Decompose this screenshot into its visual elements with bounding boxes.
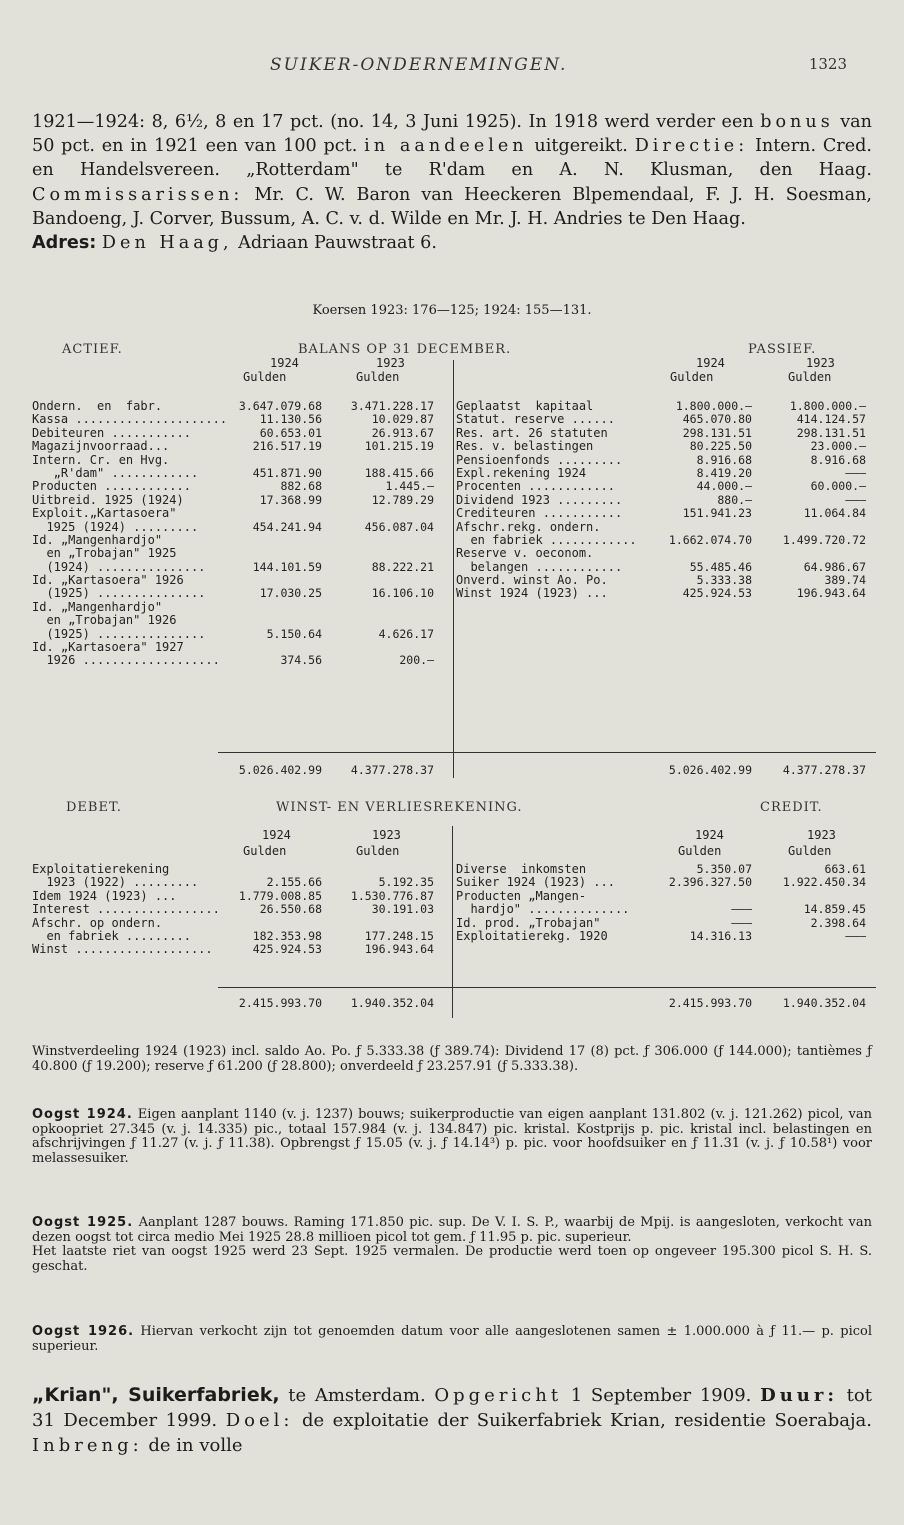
passief-row-1924: 8.419.20 [696, 465, 752, 480]
passief-row-1923: 414.124.57 [796, 412, 866, 427]
winst-total-1924-right: 2.415.993.70 [668, 996, 752, 1010]
actief-row-label: „R'dam" ............ [32, 465, 199, 480]
passief-row-1924 [646, 521, 752, 534]
debet-row-1924 [215, 917, 322, 930]
debet-row-1923 [327, 863, 434, 876]
actief-row-label: (1925) ............... [32, 586, 206, 601]
balans-year-1923-right: 1923 [806, 356, 835, 370]
actief-row-1924: 60.653.01 [259, 425, 322, 440]
actief-row-1923: 188.415.66 [364, 465, 434, 480]
passief-row-1924: 880.— [717, 492, 752, 507]
actief-labels [32, 400, 227, 668]
actief-row-1924: 144.101.59 [252, 559, 322, 574]
actief-row-1923: 200.— [399, 653, 434, 668]
passief-row-1923: 298.131.51 [796, 425, 866, 440]
passief-row-1924: 1.662.074.70 [668, 532, 752, 547]
passief-row-1923: 23.000.— [810, 439, 866, 454]
actief-row-1924 [215, 601, 322, 614]
passief-row-1923: 11.064.84 [803, 506, 866, 521]
actief-row-label: Intern. Cr. en Hvg. [32, 452, 170, 467]
credit-row-label: Suiker 1924 (1923) ... [456, 875, 615, 890]
credit-row-1924: ——— [731, 915, 752, 930]
krian-text-1: te Amsterdam. [279, 1385, 426, 1406]
balans-total-rule [218, 752, 876, 753]
debet-row-1924: 425.924.53 [252, 942, 322, 957]
credit-heading: CREDIT. [760, 800, 823, 815]
actief-row-1924 [215, 574, 322, 587]
balans-total-1924-right: 5.026.402.99 [668, 763, 752, 777]
passief-row-label: Geplaatst kapitaal [456, 399, 594, 413]
debet-labels [32, 863, 220, 957]
actief-row-1924: 17.368.99 [259, 492, 322, 507]
actief-row-1923: 26.913.67 [371, 425, 434, 440]
credit-1923-column [758, 863, 866, 943]
passief-row-label: Res. v. belastingen [456, 439, 594, 454]
page-number: 1323 [808, 55, 847, 73]
balans-title: BALANS OP 31 DECEMBER. [298, 342, 512, 357]
in-aandeelen-label: in aandeelen [364, 136, 528, 157]
actief-row-label: Magazijnvoorraad... [32, 439, 170, 454]
actief-row-1924: 5.150.64 [266, 626, 322, 641]
actief-row-1924: 11.130.56 [259, 412, 322, 427]
balans-unit-1924-right: Gulden [670, 370, 714, 384]
passief-row-1924: 465.070.80 [682, 412, 752, 427]
oogst-1925-text-2: Het laatste riet van oogst 1925 werd 23 Sept. 1925 vermalen. De productie werd toen op ongeveer 195.300 picol S. H. S. geschat. [32, 1244, 872, 1274]
debet-1924-column [215, 863, 322, 957]
actief-row-1923: 4.626.17 [378, 626, 434, 641]
debet-row-label: Interest ................. [32, 902, 220, 917]
actief-row-1923: 16.106.10 [371, 586, 434, 601]
passief-row-1923: ——— [845, 492, 866, 507]
passief-row-1923: 1.499.720.72 [782, 532, 866, 547]
opgericht-label: Opgericht [434, 1385, 563, 1406]
actief-row-1924 [215, 454, 322, 467]
bonus-label: bonus [760, 112, 834, 132]
passief-row-1923: 64.986.67 [803, 559, 866, 574]
intro-paragraph [32, 110, 872, 255]
actief-row-label: Id. „Kartasoera" 1926 [32, 573, 184, 588]
actief-row-1923: 456.087.04 [364, 519, 434, 534]
actief-row-1923: 12.789.29 [371, 492, 434, 507]
passief-labels [456, 400, 637, 601]
debet-row-1923: 177.248.15 [364, 928, 434, 943]
credit-row-1923 [758, 890, 866, 903]
balans-unit-1923-left: Gulden [356, 370, 400, 384]
actief-row-1923: 10.029.87 [371, 412, 434, 427]
actief-1923-column [327, 400, 434, 668]
passief-row-label: Res. art. 26 statuten [456, 425, 608, 440]
winst-unit-1923-right: Gulden [788, 844, 832, 858]
actief-row-label: en „Trobajan" 1925 [32, 546, 177, 561]
actief-row-1924 [215, 614, 322, 627]
winstverdeeling-paragraph: Winstverdeeling 1924 (1923) incl. saldo Ao. Po. ƒ 5.333.38 (ƒ 389.74): Dividend 17 (8) pct. ƒ 306.000 (ƒ 144.000); tantièmes ƒ 40.800 (ƒ 19.200); reserve ƒ 61.200 (ƒ 28.800); onverdeeld ƒ 23.257.91 (ƒ 5.333.38). [32, 1044, 872, 1074]
passief-row-1923: 196.943.64 [796, 586, 866, 601]
passief-row-1923 [758, 521, 866, 534]
krian-text-3: tot 31 December 1999. [32, 1385, 872, 1431]
passief-row-label: Expl.rekening 1924 [456, 465, 587, 480]
krian-text-5: de in volle [142, 1435, 243, 1456]
passief-row-label: Dividend 1923 ......... [456, 492, 623, 507]
debet-row-1924: 2.155.66 [266, 875, 322, 890]
actief-row-1923: 88.222.21 [371, 559, 434, 574]
actief-row-label: Id. „Kartasoera" 1927 [32, 640, 184, 655]
actief-row-1924 [215, 534, 322, 547]
actief-row-label: 1926 ................... [32, 653, 220, 668]
debet-row-label: Afschr. op ondern. [32, 915, 163, 930]
passief-row-label: Procenten ............ [456, 479, 615, 494]
passief-row-label: Winst 1924 (1923) ... [456, 586, 608, 601]
actief-row-label: Id. „Mangenhardjo" [32, 532, 163, 547]
credit-row-1923: 1.922.450.34 [782, 875, 866, 890]
passief-1924-column [646, 400, 752, 601]
winst-total-1923-right: 1.940.352.04 [782, 996, 866, 1010]
actief-row-1923 [327, 641, 434, 654]
actief-row-1924: 454.241.94 [252, 519, 322, 534]
passief-row-1923: 8.916.68 [810, 452, 866, 467]
actief-row-label: (1924) ............... [32, 559, 206, 574]
passief-row-label: en fabriek ............ [456, 532, 637, 547]
intro-text-2: van 50 pct. en in 1921 een van 100 pct. [32, 112, 872, 157]
oogst-1924-paragraph [32, 1108, 872, 1166]
actief-row-label: Producten ............ [32, 479, 191, 494]
actief-row-1923 [327, 534, 434, 547]
debet-row-1923: 1.530.776.87 [350, 888, 434, 903]
passief-row-1923 [758, 547, 866, 560]
winst-divider [452, 826, 453, 1018]
winst-unit-1924-right: Gulden [678, 844, 722, 858]
actief-1924-column [215, 400, 322, 668]
winst-year-1923-right: 1923 [807, 828, 836, 842]
winst-year-1924-right: 1924 [695, 828, 724, 842]
actief-row-label: Debiteuren ........... [32, 425, 191, 440]
debet-heading: DEBET. [66, 800, 122, 815]
inbreng-label: Inbreng: [32, 1435, 143, 1456]
oogst-1926-paragraph [32, 1325, 872, 1354]
oogst-1924-text: Eigen aanplant 1140 (v. j. 1237) bouws; suikerproductie van eigen aanplant 131.802 (v. j. 121.262) picol, van opkoopriet 27.345 (v. j. 14.335) pic., totaal 157.984 (v. j. 134.847) pic. kristal. Kostprijs p. pic. kristal incl. belastingen en afschrijvingen ƒ 11.27 (v. j. ƒ 11.38). Opbrengst ƒ 15.05 (v. j. ƒ 14.14³) p. pic. voor hoofdsuiker en ƒ 11.31 (v. j. ƒ 10.58¹) voor melassesuiker. [32, 1107, 872, 1166]
krian-name: „Krian", Suikerfabriek, [32, 1384, 280, 1406]
passief-row-label: Onverd. winst Ao. Po. [456, 573, 608, 588]
debet-row-label: 1923 (1922) ......... [32, 875, 199, 890]
actief-row-1924: 374.56 [280, 653, 322, 668]
passief-row-1923: 60.000.— [810, 479, 866, 494]
credit-row-label: Id. prod. „Trobajan" [456, 915, 601, 930]
intro-text-3: uitgereikt. [527, 136, 628, 157]
passief-row-1924: 80.225.50 [689, 439, 752, 454]
passief-row-1924: 298.131.51 [682, 425, 752, 440]
winst-year-1923-left: 1923 [372, 828, 401, 842]
passief-row-label: Afschr.rekg. ondern. [456, 519, 601, 534]
balans-unit-1923-right: Gulden [788, 370, 832, 384]
actief-row-1923 [327, 454, 434, 467]
debet-row-1923 [327, 917, 434, 930]
intro-text-5: Mr. C. W. Baron van Heeckeren Blpemendaal, F. J. H. Soesman, Bandoeng, J. Corver, Bussum, A. C. v. d. Wilde en Mr. J. H. Andries te Den Haag. [32, 184, 872, 229]
header-title: SUIKER-ONDERNEMINGEN. [270, 55, 568, 75]
actief-row-1923: 101.215.19 [364, 439, 434, 454]
commissarissen-label: Commissarissen: [32, 184, 244, 205]
credit-row-1924: ——— [731, 902, 752, 917]
actief-row-1923 [327, 547, 434, 560]
actief-row-1923 [327, 574, 434, 587]
actief-row-1923: 3.471.228.17 [350, 399, 434, 413]
doel-label: Doel: [225, 1410, 294, 1431]
oogst-1925-label: Oogst 1925. [32, 1215, 134, 1230]
winst-title: WINST- EN VERLIESREKENING. [276, 800, 523, 815]
debet-row-1924: 1.779.008.85 [238, 888, 322, 903]
credit-row-1924: 14.316.13 [689, 928, 752, 943]
adres-city: Den Haag, [101, 233, 233, 254]
winst-total-rule [218, 987, 876, 988]
passief-row-1923: 389.74 [824, 573, 866, 588]
actief-heading: ACTIEF. [62, 342, 123, 357]
actief-row-label: en „Trobajan" 1926 [32, 613, 177, 628]
krian-text-2: 1 September 1909. [562, 1385, 752, 1406]
krian-text-4: de exploitatie der Suikerfabriek Krian, residentie Soerabaja. [293, 1410, 872, 1431]
credit-row-1923: 14.859.45 [803, 902, 866, 917]
credit-row-label: Exploitatierekg. 1920 [456, 928, 608, 943]
balans-year-1924-left: 1924 [270, 356, 299, 370]
credit-row-1923: ——— [845, 928, 866, 943]
winst-year-1924-left: 1924 [262, 828, 291, 842]
actief-row-label: Kassa ..................... [32, 412, 228, 427]
winst-unit-1923-left: Gulden [356, 844, 400, 858]
passief-row-1924: 425.924.53 [682, 586, 752, 601]
passief-row-1924: 151.941.23 [682, 506, 752, 521]
actief-row-label: Exploit.„Kartasoera" [32, 506, 177, 521]
credit-row-1924: 5.350.07 [696, 862, 752, 876]
oogst-1925-text: Aanplant 1287 bouws. Raming 171.850 pic. sup. De V. I. S. P., waarbij de Mpij. is aangesloten, verkocht van dezen oogst tot circa medio Mei 1925 28.8 millioen picol tot gem. ƒ 11.95 p. pic. superieur. [32, 1215, 872, 1245]
credit-row-1924 [646, 890, 752, 903]
balans-year-1924-right: 1924 [696, 356, 725, 370]
oogst-1924-label: Oogst 1924. [32, 1107, 133, 1122]
balans-year-1923-left: 1923 [376, 356, 405, 370]
credit-row-label: hardjo" .............. [456, 902, 630, 917]
debet-row-1924: 182.353.98 [252, 928, 322, 943]
koersen-line: Koersen 1923: 176—125; 1924: 155—131. [312, 303, 592, 318]
oogst-1926-label: Oogst 1926. [32, 1324, 135, 1339]
passief-row-1924 [646, 547, 752, 560]
actief-row-label: (1925) ............... [32, 626, 206, 641]
passief-1923-column [758, 400, 866, 601]
passief-row-label: Statut. reserve ...... [456, 412, 615, 427]
passief-row-1924: 55.485.46 [689, 559, 752, 574]
actief-row-label: Uitbreid. 1925 (1924) [32, 492, 184, 507]
credit-row-label: Producten „Mangen- [456, 888, 587, 903]
credit-row-label: Diverse inkomsten [456, 862, 587, 876]
passief-row-label: Crediteuren ........... [456, 506, 623, 521]
passief-row-label: Pensioenfonds ......... [456, 452, 623, 467]
directie-label: Directie: [634, 136, 749, 157]
balans-unit-1924-left: Gulden [243, 370, 287, 384]
credit-labels [456, 863, 629, 943]
passief-row-1923: ——— [845, 465, 866, 480]
intro-text-4: Intern. Cred. en Handelsvereen. „Rotterdam" te R'dam en A. N. Klusman, den Haag. [32, 136, 872, 181]
duur-label: Duur: [760, 1385, 838, 1406]
balans-total-1924-left: 5.026.402.99 [238, 763, 322, 777]
debet-row-label: Winst ................... [32, 942, 213, 957]
balans-total-1923-left: 4.377.278.37 [350, 763, 434, 777]
debet-row-1924: 26.550.68 [259, 902, 322, 917]
actief-row-1923 [327, 601, 434, 614]
actief-row-1923 [327, 507, 434, 520]
credit-row-1924: 2.396.327.50 [668, 875, 752, 890]
actief-row-label: 1925 (1924) ......... [32, 519, 199, 534]
passief-row-1923: 1.800.000.— [789, 399, 866, 413]
actief-row-1924 [215, 641, 322, 654]
passief-row-label: belangen ............ [456, 559, 623, 574]
debet-row-1923: 30.191.03 [371, 902, 434, 917]
intro-text-1: 1921—1924: 8, 6½, 8 en 17 pct. (no. 14, 3 Juni 1925). In 1918 werd verder een [32, 112, 754, 132]
debet-row-1923: 5.192.35 [378, 875, 434, 890]
credit-row-1923: 663.61 [824, 862, 866, 876]
passief-row-1924: 5.333.38 [696, 573, 752, 588]
winst-unit-1924-left: Gulden [243, 844, 287, 858]
winst-total-1924-left: 2.415.993.70 [238, 996, 322, 1010]
debet-row-1924 [215, 863, 322, 876]
debet-row-1923: 196.943.64 [364, 942, 434, 957]
actief-row-label: Ondern. en fabr. [32, 399, 163, 413]
actief-row-1924: 17.030.25 [259, 586, 322, 601]
credit-row-1923: 2.398.64 [810, 915, 866, 930]
actief-row-1924 [215, 547, 322, 560]
adres-label: Adres: [32, 233, 97, 254]
passief-heading: PASSIEF. [748, 342, 817, 357]
debet-1923-column [327, 863, 434, 957]
balans-divider [453, 360, 454, 778]
actief-row-1923: 1.445.— [385, 479, 434, 494]
actief-row-1924 [215, 507, 322, 520]
credit-1924-column [646, 863, 752, 943]
krian-paragraph [32, 1383, 872, 1458]
actief-row-label: Id. „Mangenhardjo" [32, 599, 163, 614]
passief-row-1924: 44.000.— [696, 479, 752, 494]
adres-street: Adriaan Pauwstraat 6. [232, 233, 437, 254]
oogst-1925-paragraph [32, 1216, 872, 1274]
oogst-1926-text: Hiervan verkocht zijn tot genoemden datum voor alle aangeslotenen samen ± 1.000.000 à ƒ 11.— p. picol superieur. [32, 1324, 872, 1354]
actief-row-1924: 3.647.079.68 [238, 399, 322, 413]
actief-row-1924: 451.871.90 [252, 465, 322, 480]
debet-row-label: Idem 1924 (1923) ... [32, 888, 177, 903]
balans-total-1923-right: 4.377.278.37 [782, 763, 866, 777]
actief-row-1923 [327, 614, 434, 627]
passief-row-label: Reserve v. oeconom. [456, 546, 594, 561]
debet-row-label: en fabriek ......... [32, 928, 191, 943]
winst-total-1923-left: 1.940.352.04 [350, 996, 434, 1010]
passief-row-1924: 8.916.68 [696, 452, 752, 467]
actief-row-1924: 882.68 [280, 479, 322, 494]
actief-row-1924: 216.517.19 [252, 439, 322, 454]
passief-row-1924: 1.800.000.— [675, 399, 752, 413]
debet-row-label: Exploitatierekening [32, 862, 170, 876]
